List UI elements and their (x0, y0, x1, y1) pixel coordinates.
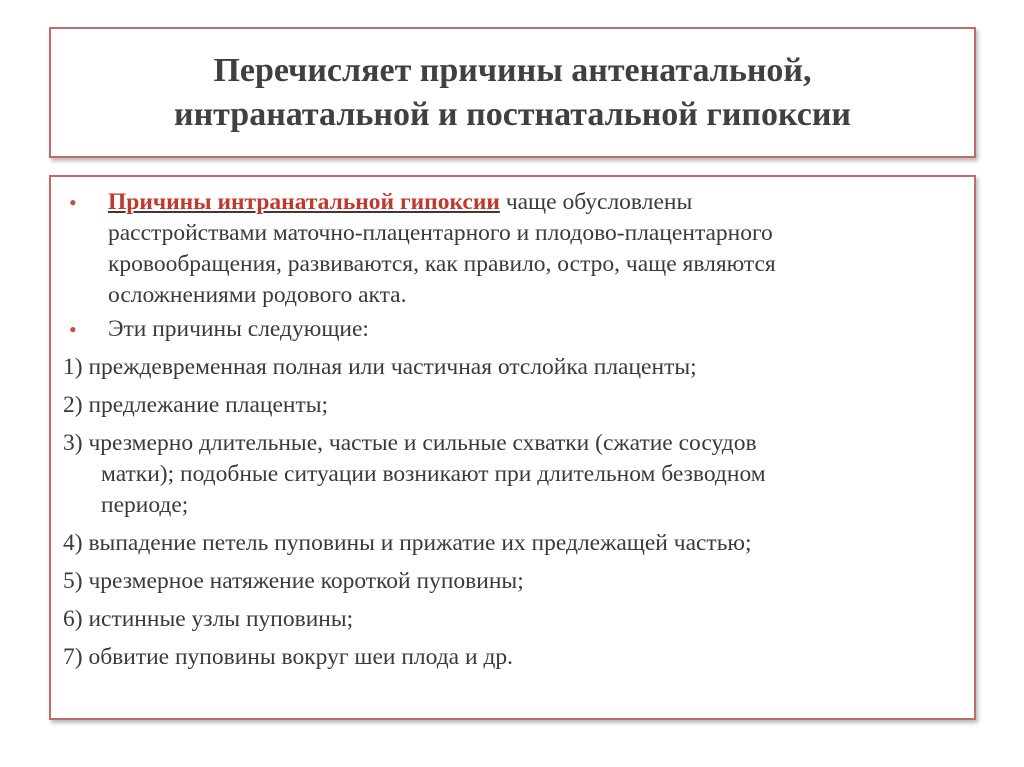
list-item-text: 2) предлежание плаценты; (63, 392, 329, 418)
bullet-causes-intro (63, 187, 962, 311)
list-item-7 (63, 642, 962, 673)
bullet-text-line: расстройствами маточно-плацентарного и плодово-плацентарного (108, 220, 773, 246)
bullet-text-line: кровообращения, развиваются, как правило, остро, чаще являются (108, 251, 776, 277)
list-item-3 (63, 428, 962, 521)
list-item-text: 6) истинные узлы пуповины; (63, 606, 354, 632)
list-item-continuation: матки); подобные ситуации возникают при длительном безводном (101, 461, 766, 487)
bullet-text-line: чаще обусловлены (499, 189, 693, 215)
title-box (49, 27, 976, 158)
list-item-2 (63, 390, 962, 421)
highlighted-term: Причины интранатальной гипоксии (108, 189, 500, 215)
bullet-text-line: Эти причины следующие: (108, 316, 369, 342)
bullet-first-line (108, 187, 962, 218)
list-item-5 (63, 566, 962, 597)
list-item-continuation: периоде; (101, 492, 189, 518)
list-item-4 (63, 528, 962, 559)
slide-title-line-2: интранатальной и постнатальной гипоксии (173, 95, 852, 133)
list-item-6 (63, 604, 962, 635)
content-box (49, 175, 976, 720)
bullet-causes-list-heading (63, 314, 962, 345)
content-area (63, 187, 962, 673)
list-item-text: 7) обвитие пуповины вокруг шеи плода и др. (63, 644, 513, 670)
list-item-text: 1) преждевременная полная или частичная отслойка плаценты; (63, 354, 697, 380)
bullet-icon: • (69, 317, 77, 342)
slide-title-line-1: Перечисляет причины антенатальной, (213, 51, 812, 89)
list-item-1 (63, 352, 962, 383)
list-item-text: 3) чрезмерно длительные, частые и сильные схватки (сжатие сосудов (63, 430, 757, 456)
list-item-text: 4) выпадение петель пуповины и прижатие их предлежащей частью; (63, 530, 752, 556)
bullet-text-line: осложнениями родового акта. (108, 282, 407, 308)
list-item-text: 5) чрезмерное натяжение короткой пуповины; (63, 568, 524, 594)
bullet-icon: • (69, 190, 77, 215)
